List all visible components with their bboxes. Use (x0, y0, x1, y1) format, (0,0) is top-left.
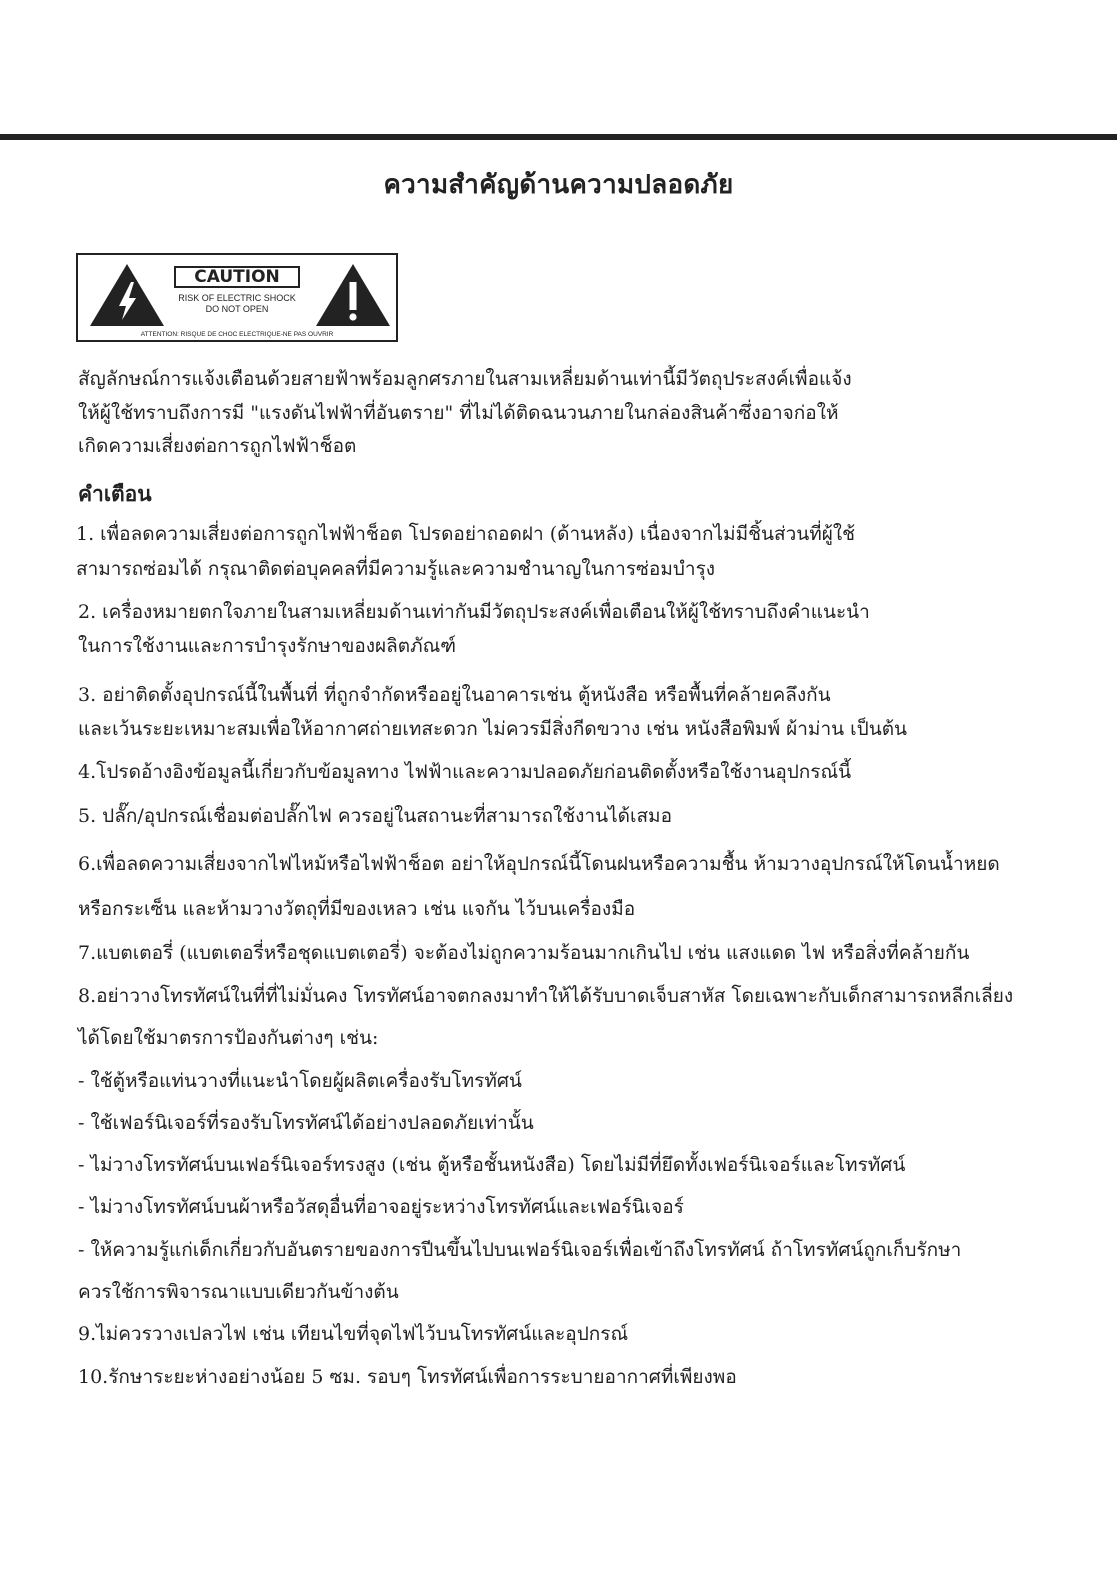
warning-line: 4.โปรดอ้างอิงข้อมูลนี้เกี่ยวกับข้อมูลทาง ไฟฟ้าและความปลอดภัยก่อนติดตั้งหรือใช้งานอุปกรณ์นี้ (78, 761, 852, 783)
warning-line: - ใช้เฟอร์นิเจอร์ที่รองรับโทรทัศน์ได้อย่างปลอดภัยเท่านั้น (78, 1112, 534, 1134)
warning-line: 9.ไม่ควรวางเปลวไฟ เช่น เทียนไขที่จุดไฟไว้บนโทรทัศน์และอุปกรณ์ (78, 1323, 629, 1345)
intro-line: สัญลักษณ์การแจ้งเตือนด้วยสายฟ้าพร้อมลูกศรภายในสามเหลี่ยมด้านเท่านี้มีวัตถุประสงค์เพื่อแจ้ง (78, 368, 852, 390)
warning-line: ในการใช้งานและการบำรุงรักษาของผลิตภัณฑ์ (78, 635, 457, 657)
warning-line: 7.แบตเตอรี่ (แบตเตอรี่หรือชุดแบตเตอรี่) จะต้องไม่ถูกความร้อนมากเกินไป เช่น แสงแดด ไฟ หรือสิ่งที่คล้ายกัน (78, 942, 970, 964)
caution-subtext (174, 293, 300, 315)
page-title: ความสำคัญด้านความปลอดภัย (383, 170, 734, 200)
warning-line: 10.รักษาระยะห่างอย่างน้อย 5 ซม. รอบๆ โทรทัศน์เพื่อการระบายอากาศที่เพียงพอ (78, 1366, 737, 1388)
warning-line: 1. เพื่อลดความเสี่ยงต่อการถูกไฟฟ้าช็อต โปรดอย่าถอดฝา (ด้านหลัง) เนื่องจากไม่มีชิ้นส่วนที่ผู้ใช้ (76, 523, 856, 545)
caution-line-1: RISK OF ELECTRIC SHOCK (178, 293, 296, 303)
exclamation-warning-icon (314, 262, 392, 328)
warning-line: 8.อย่าวางโทรทัศน์ในที่ที่ไม่มั่นคง โทรทัศน์อาจตกลงมาทำให้ได้รับบาดเจ็บสาหัส โดยเฉพาะกับเด็กสามารถหลีกเลี่ยง (78, 985, 1014, 1007)
warning-line: หรือกระเซ็น และห้ามวางวัตถุที่มีของเหลว เช่น แจกัน ไว้บนเครื่องมือ (78, 898, 636, 920)
warning-line: 6.เพื่อลดความเสี่ยงจากไฟไหม้หรือไฟฟ้าช็อต อย่าให้อุปกรณ์นี้โดนฝนหรือความชื้น ห้ามวางอุปกรณ์ให้โดนน้ำหยด (78, 853, 1000, 875)
warning-heading: คำเตือน (78, 481, 152, 506)
warning-line: 2. เครื่องหมายตกใจภายในสามเหลี่ยมด้านเท่ากันมีวัตถุประสงค์เพื่อเตือนให้ผู้ใช้ทราบถึงคำแนะนำ (78, 601, 870, 623)
caution-line-2: DO NOT OPEN (205, 304, 269, 314)
caution-attention: ATTENTION: RISQUE DE CHOC ELECTRIQUE-NE PAS OUVRIR (140, 331, 334, 338)
lightning-warning-icon (88, 262, 166, 328)
warning-line: 5. ปลั๊ก/อุปกรณ์เชื่อมต่อปลั๊กไฟ ควรอยู่ในสถานะที่สามารถใช้งานได้เสมอ (78, 805, 672, 827)
intro-line: เกิดความเสี่ยงต่อการถูกไฟฟ้าช็อต (78, 435, 357, 457)
caution-heading: CAUTION (174, 266, 300, 288)
warning-line: ได้โดยใช้มาตรการป้องกันต่างๆ เช่น: (78, 1027, 379, 1049)
warning-line: - ใช้ตู้หรือแท่นวางที่แนะนำโดยผู้ผลิตเครื่องรับโทรทัศน์ (78, 1070, 522, 1092)
warning-line: - ไม่วางโทรทัศน์บนผ้าหรือวัสดุอื่นที่อาจอยู่ระหว่างโทรทัศน์และเฟอร์นิเจอร์ (78, 1196, 684, 1218)
caution-label (76, 253, 398, 342)
intro-line: ให้ผู้ใช้ทราบถึงการมี "แรงดันไฟฟ้าที่อันตราย" ที่ไม่ได้ติดฉนวนภายในกล่องสินค้าซึ่งอาจก่อให้ (78, 402, 839, 424)
warning-line: และเว้นระยะเหมาะสมเพื่อให้อากาศถ่ายเทสะดวก ไม่ควรมีสิ่งกีดขวาง เช่น หนังสือพิมพ์ ผ้าม่าน เป็นต้น (78, 718, 908, 740)
warning-line: 3. อย่าติดตั้งอุปกรณ์นี้ในพื้นที่ ที่ถูกจำกัดหรืออยู่ในอาคารเช่น ตู้หนังสือ หรือพื้นที่คล้ายคลึงกัน (78, 684, 831, 706)
warning-line: - ไม่วางโทรทัศน์บนเฟอร์นิเจอร์ทรงสูง (เช่น ตู้หรือชั้นหนังสือ) โดยไม่มีที่ยึดทั้งเฟอร์นิเจอร์และโทรทัศน์ (78, 1154, 906, 1176)
warning-line: สามารถซ่อมได้ กรุณาติดต่อบุคคลที่มีความรู้และความชำนาญในการซ่อมบำรุง (76, 558, 716, 580)
top-rule (0, 134, 1117, 140)
warning-line: - ให้ความรู้แก่เด็กเกี่ยวกับอันตรายของการปีนขึ้นไปบนเฟอร์นิเจอร์เพื่อเข้าถึงโทรทัศน์ ถ้าโทรทัศน์ถูกเก็บรักษา (78, 1239, 962, 1261)
warning-line: ควรใช้การพิจารณาแบบเดียวกันข้างต้น (78, 1281, 399, 1303)
